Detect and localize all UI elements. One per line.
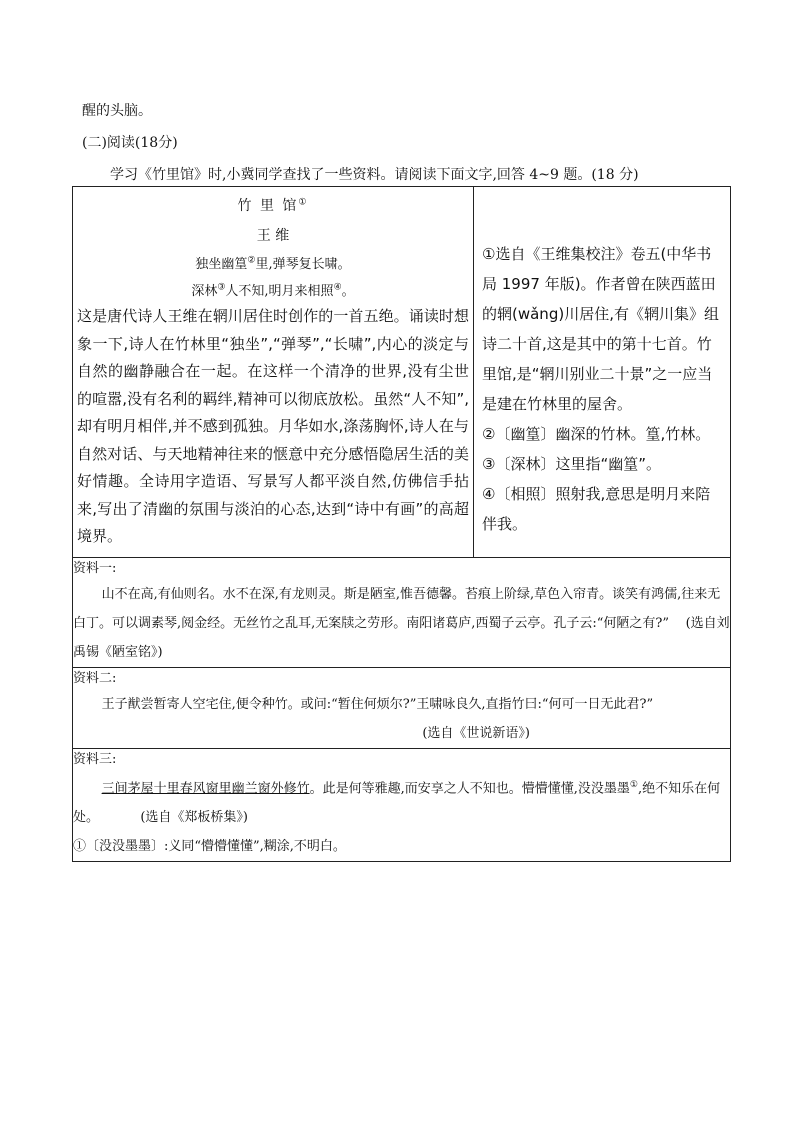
resource-1-heading: 资料一: — [73, 560, 117, 576]
poem-line-1 — [73, 253, 473, 272]
note-2: ②〔幽篁〕幽深的竹林。篁,竹林。 — [482, 425, 711, 443]
poem-line-2-a: 深林 — [191, 284, 218, 299]
resource-3-note: ①〔没没墨墨〕:义同“懵懵懂懂”,糊涂,不明白。 — [73, 838, 346, 854]
poem-line-1-a: 独坐幽篁 — [195, 257, 248, 272]
resource-2 — [73, 667, 731, 748]
note-1: ①选自《王维集校注》卷五(中华书局 1997 年版)。作者曾在陕西蓝田的辋(wǎng)川居住,有《辋川集》组诗二十首,这是其中的第十七首。竹里馆,是“辋川别业二十景”之一应当是建在竹林里的屋舍。 — [482, 245, 719, 413]
note-4: ④〔相照〕照射我,意思是明月来陪伴我。 — [482, 485, 711, 533]
resource-1-text — [73, 580, 730, 667]
resource-1-body: 山不在高,有仙则名。水不在深,有龙则灵。斯是陋室,惟吾德馨。苔痕上阶绿,草色入帘青。谈笑有鸿儒,往来无白丁。可以调素琴,阅金经。无丝竹之乱耳,无案牍之劳形。南阳诸葛庐,西蜀子云亭。孔子云:“何陋之有?” — [73, 586, 721, 631]
intro-line-1: 醒的头脑。 — [82, 103, 152, 119]
poem-author: 王 维 — [256, 228, 290, 244]
resource-2-row — [73, 667, 731, 748]
poem-title-text: 竹 里 馆 — [237, 198, 299, 214]
reading-table — [72, 186, 731, 862]
poem-line-2-b: 人不知,明月来相照 — [225, 284, 334, 299]
resource-2-source: (选自《世说新语》) — [422, 725, 530, 741]
poem-line-2-c: 。 — [341, 284, 355, 299]
footnote-mark-r3: ① — [629, 779, 638, 790]
resource-3-heading: 资料三: — [73, 751, 117, 767]
section-heading: (二)阅读(18分) — [82, 135, 178, 151]
poem-line-2 — [73, 280, 473, 299]
footnote-mark-1: ① — [298, 197, 309, 208]
poem-commentary: 这是唐代诗人王维在辋川居住时创作的一首五绝。诵读时想象一下,诗人在竹林里“独坐”,“弹琴”,“长啸”,内心的淡定与自然的幽静融合在一起。在这样一个清净的世界,没有尘世的喧嚣,没有名利的羁绊,精神可以彻底放松。虽然“人不知”,却有明月相伴,并不感到孤独。月华如水,涤荡胸怀,诗人在与自然对话、与天地精神往来的惬意中充分感悟隐居生活的美好情趣。全诗用字造语、写景写人都平淡自然,仿佛信手拈来,写出了清幽的氛围与淡泊的心态,达到“诗中有画”的高超境界。 — [77, 307, 469, 545]
resource-3-row — [73, 748, 731, 861]
resource-2-body: 王子猷尝暂寄人空宅住,便令种竹。或问:“暂住何烦尔?”王啸咏良久,直指竹曰:“何可一日无此君?” — [101, 696, 654, 712]
resource-3-body-a: 。此是何等雅趣,而安享之人不知也。懵懵懂懂,没没墨墨 — [309, 780, 630, 796]
resource-1 — [73, 557, 731, 667]
resource-3 — [73, 748, 731, 861]
resource-3-text — [73, 771, 730, 832]
footnote-mark-2: ② — [247, 255, 256, 266]
poem-line-1-b: 里,弹琴复长啸。 — [255, 257, 351, 272]
resource-1-source: (选自刘禹锡《陋室铭》) — [73, 615, 730, 660]
resource-2-heading: 资料二: — [73, 670, 117, 686]
note-3: ③〔深林〕这里指“幽篁”。 — [482, 455, 661, 473]
resource-3-source: (选自《郑板桥集》) — [140, 809, 248, 825]
resource-1-row — [73, 557, 731, 667]
footnote-mark-3: ③ — [217, 282, 226, 293]
poem-cell — [73, 187, 474, 558]
question-instruction: 学习《竹里馆》时,小冀同学查找了一些资料。请阅读下面文字,回答 4~9 题。(18 分) — [110, 167, 639, 183]
notes-cell — [474, 187, 731, 558]
poem-row — [73, 187, 731, 558]
footnote-mark-4: ④ — [333, 282, 342, 293]
poem-title — [73, 195, 473, 215]
resource-3-underlined: 三间茅屋十里春风窗里幽兰窗外修竹 — [101, 780, 310, 796]
resource-3-body-b: ,绝不知乐在何处。 — [73, 780, 721, 825]
